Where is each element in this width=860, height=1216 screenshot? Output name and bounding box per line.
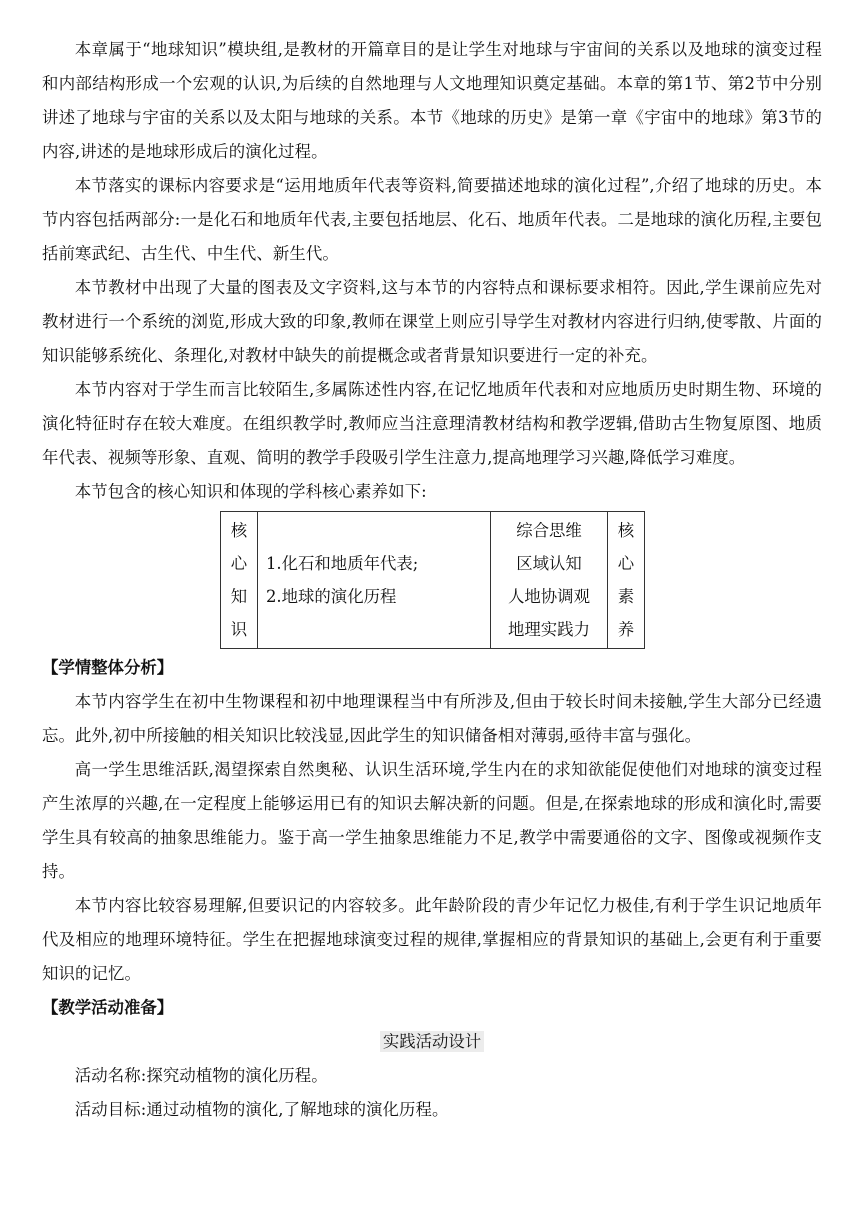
- intro-paragraph-5: 本节包含的核心知识和体现的学科核心素养如下:: [74, 482, 427, 501]
- core-knowledge-table: [220, 511, 645, 649]
- core-literacy-items: 综合思维 区域认知 人地协调观 地理实践力: [491, 512, 608, 649]
- learner-paragraph-2: 高一学生思维活跃,渴望探索自然奥秘、认识生活环境,学生内在的求知欲能促使他们对地球的演变过程产生浓厚的兴趣,在一定程度上能够运用已有的知识去解决新的问题。但是,在探索地球的形成和演化时,需要学生具有较高的抽象思维能力。鉴于高一学生抽象思维能力不足,教学中需要通俗的文字、图像或视频作支持。: [42, 760, 822, 881]
- document-page: [42, 33, 822, 1127]
- section-heading-learner-analysis: 【学情整体分析】: [42, 658, 174, 677]
- intro-paragraph-3: 本节教材中出现了大量的图表及文字资料,这与本节的内容特点和课标要求相符。因此,学生课前应先对教材进行一个系统的浏览,形成大致的印象,教师在课堂上则应引导学生对教材内容进行归纳,使零散、片面的知识能够系统化、条理化,对教材中缺失的前提概念或者背景知识要进行一定的补充。: [42, 278, 822, 365]
- learner-paragraph-1: 本节内容学生在初中生物课程和初中地理课程当中有所涉及,但由于较长时间未接触,学生大部分已经遗忘。此外,初中所接触的相关知识比较浅显,因此学生的知识储备相对薄弱,亟待丰富与强化。: [42, 692, 822, 745]
- activity-design-title: 实践活动设计: [42, 1025, 822, 1059]
- section-heading-activity-prep: 【教学活动准备】: [42, 998, 174, 1017]
- activity-name: 活动名称:探究动植物的演化历程。: [74, 1066, 328, 1085]
- learner-paragraph-3: 本节内容比较容易理解,但要识记的内容较多。此年龄阶段的青少年记忆力极佳,有利于学生识记地质年代及相应的地理环境特征。学生在把握地球演变过程的规律,掌握相应的背景知识的基础上,会更有利于重要知识的记忆。: [42, 896, 822, 983]
- intro-paragraph-1: 本章属于“地球知识”模块组,是教材的开篇章目的是让学生对地球与宇宙间的关系以及地球的演变过程和内部结构形成一个宏观的认识,为后续的自然地理与人文地理知识奠定基础。本章的第1节、第2节中分别讲述了地球与宇宙的关系以及太阳与地球的关系。本节《地球的历史》是第一章《宇宙中的地球》第3节的内容,讲述的是地球形成后的演化过程。: [42, 40, 822, 161]
- intro-paragraph-4: 本节内容对于学生而言比较陌生,多属陈述性内容,在记忆地质年代表和对应地质历史时期生物、环境的演化特征时存在较大难度。在组织教学时,教师应当注意理清教材结构和教学逻辑,借助古生物复原图、地质年代表、视频等形象、直观、简明的教学手段吸引学生注意力,提高地理学习兴趣,降低学习难度。: [42, 380, 822, 467]
- core-knowledge-label: 核 心 知 识: [221, 512, 258, 649]
- intro-paragraph-2: 本节落实的课标内容要求是“运用地质年代表等资料,简要描述地球的演化过程”,介绍了地球的历史。本节内容包括两部分:一是化石和地质年代表,主要包括地层、化石、地质年代表。二是地球的演化历程,主要包括前寒武纪、古生代、中生代、新生代。: [42, 176, 822, 263]
- activity-goal: 活动目标:通过动植物的演化,了解地球的演化历程。: [74, 1100, 449, 1119]
- core-knowledge-items: 1.化石和地质年代表; 2.地球的演化历程: [258, 512, 491, 649]
- core-literacy-label: 核 心 素 养: [608, 512, 645, 649]
